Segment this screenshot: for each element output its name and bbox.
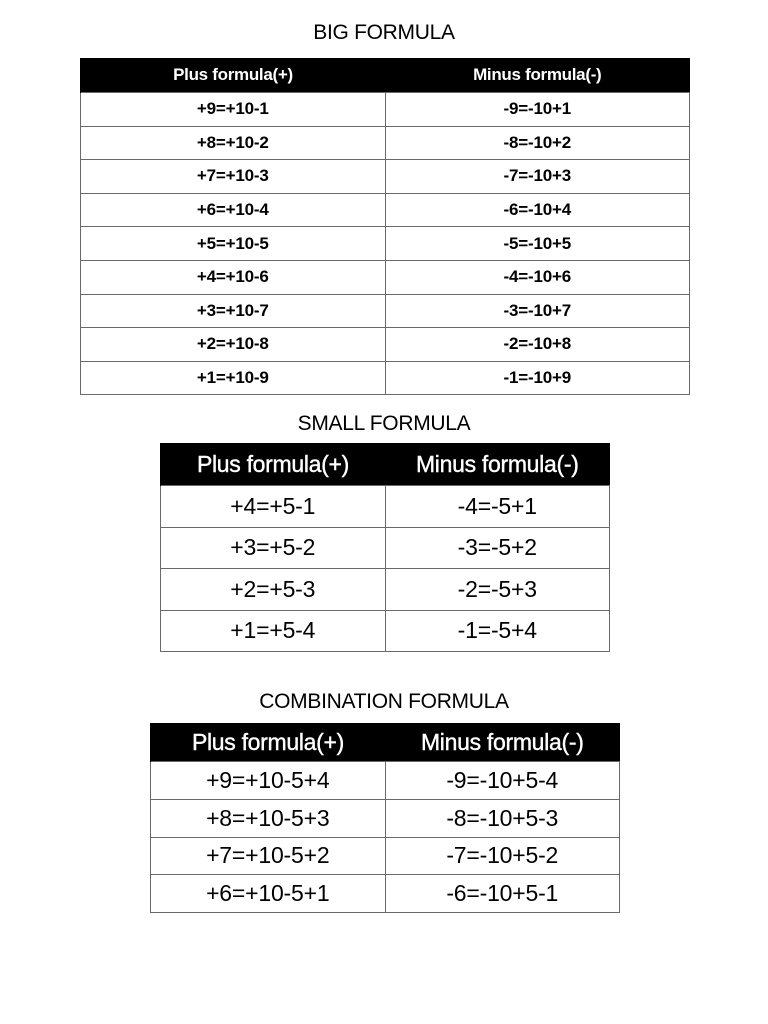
big-formula-table xyxy=(80,58,690,395)
minus-formula-cell: -1=-5+4 xyxy=(385,610,610,652)
minus-formula-cell: -3=-5+2 xyxy=(385,527,610,569)
minus-formula-cell: -8=-10+5-3 xyxy=(385,799,620,837)
table-row xyxy=(81,126,690,160)
column-header-plus: Plus formula(+) xyxy=(151,723,386,762)
plus-formula-cell: +2=+10-8 xyxy=(81,328,386,362)
column-header-plus: Plus formula(+) xyxy=(161,443,386,486)
minus-formula-cell: -2=-10+8 xyxy=(385,328,690,362)
column-header-minus: Minus formula(-) xyxy=(385,443,610,486)
minus-formula-cell: -6=-10+4 xyxy=(385,193,690,227)
minus-formula-cell: -5=-10+5 xyxy=(385,227,690,261)
minus-formula-cell: -1=-10+9 xyxy=(385,361,690,395)
table-row xyxy=(81,294,690,328)
plus-formula-cell: +3=+5-2 xyxy=(161,527,386,569)
plus-formula-cell: +3=+10-7 xyxy=(81,294,386,328)
plus-formula-cell: +6=+10-5+1 xyxy=(151,875,386,913)
big-formula-title: BIG FORMULA xyxy=(313,21,455,44)
table-row xyxy=(161,610,610,652)
table-header-row xyxy=(161,443,610,486)
plus-formula-cell: +9=+10-1 xyxy=(81,93,386,127)
plus-formula-cell: +4=+5-1 xyxy=(161,486,386,528)
table-row xyxy=(151,799,620,837)
small-formula-title: SMALL FORMULA xyxy=(297,412,471,435)
plus-formula-cell: +1=+5-4 xyxy=(161,610,386,652)
minus-formula-cell: -9=-10+5-4 xyxy=(385,762,620,800)
minus-formula-cell: -2=-5+3 xyxy=(385,569,610,611)
table-row xyxy=(81,93,690,127)
minus-formula-cell: -9=-10+1 xyxy=(385,93,690,127)
plus-formula-cell: +8=+10-5+3 xyxy=(151,799,386,837)
minus-formula-cell: -7=-10+5-2 xyxy=(385,837,620,875)
table-row xyxy=(161,569,610,611)
combination-formula-title: COMBINATION FORMULA xyxy=(259,690,509,713)
table-row xyxy=(151,837,620,875)
table-row xyxy=(81,361,690,395)
plus-formula-cell: +8=+10-2 xyxy=(81,126,386,160)
minus-formula-cell: -7=-10+3 xyxy=(385,160,690,194)
small-formula-table xyxy=(160,443,610,652)
minus-formula-cell: -4=-10+6 xyxy=(385,260,690,294)
table-row xyxy=(81,160,690,194)
table-row xyxy=(151,762,620,800)
table-header-row xyxy=(151,723,620,762)
column-header-plus: Plus formula(+) xyxy=(81,58,386,93)
table-header-row xyxy=(81,58,690,93)
column-header-minus: Minus formula(-) xyxy=(385,58,690,93)
minus-formula-cell: -4=-5+1 xyxy=(385,486,610,528)
minus-formula-cell: -3=-10+7 xyxy=(385,294,690,328)
combination-formula-table xyxy=(150,723,620,913)
table-row xyxy=(81,260,690,294)
plus-formula-cell: +7=+10-5+2 xyxy=(151,837,386,875)
plus-formula-cell: +4=+10-6 xyxy=(81,260,386,294)
plus-formula-cell: +5=+10-5 xyxy=(81,227,386,261)
table-row xyxy=(81,193,690,227)
plus-formula-cell: +9=+10-5+4 xyxy=(151,762,386,800)
table-row xyxy=(151,875,620,913)
table-row xyxy=(81,328,690,362)
plus-formula-cell: +1=+10-9 xyxy=(81,361,386,395)
table-row xyxy=(81,227,690,261)
table-row xyxy=(161,486,610,528)
minus-formula-cell: -6=-10+5-1 xyxy=(385,875,620,913)
plus-formula-cell: +2=+5-3 xyxy=(161,569,386,611)
column-header-minus: Minus formula(-) xyxy=(385,723,620,762)
plus-formula-cell: +7=+10-3 xyxy=(81,160,386,194)
plus-formula-cell: +6=+10-4 xyxy=(81,193,386,227)
minus-formula-cell: -8=-10+2 xyxy=(385,126,690,160)
table-row xyxy=(161,527,610,569)
